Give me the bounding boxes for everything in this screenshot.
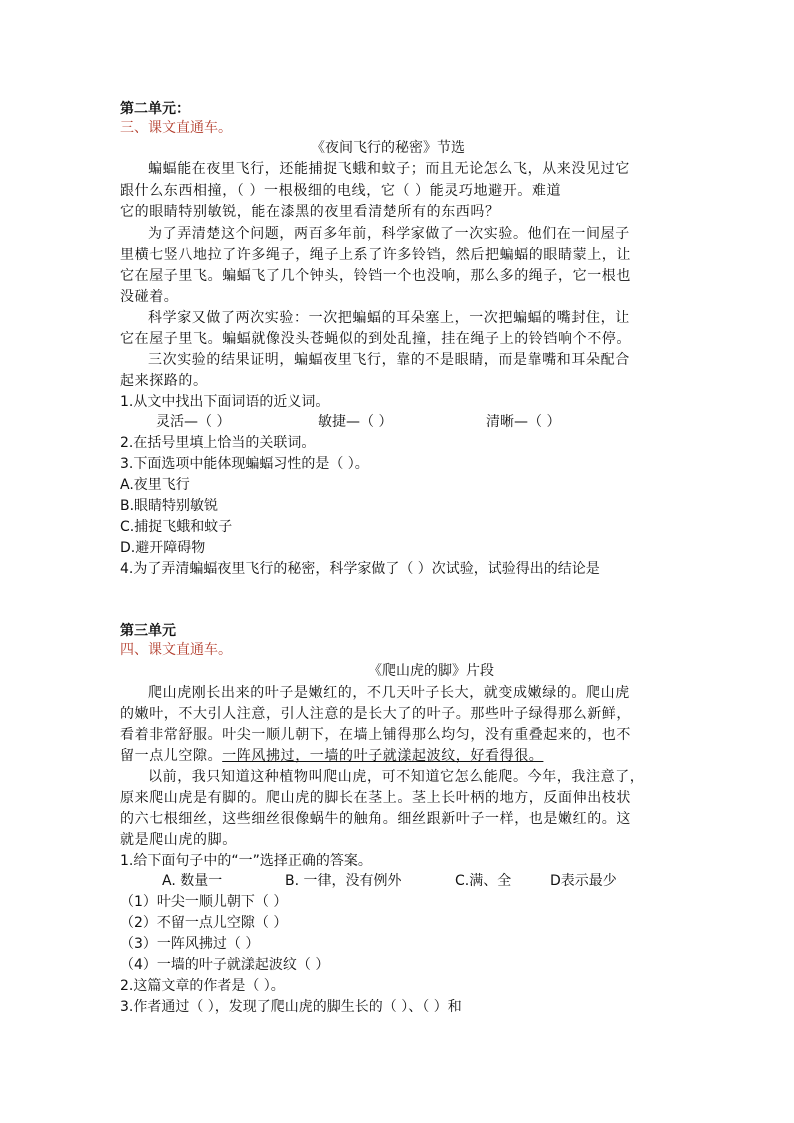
unit2-passage-line: 里横七竖八地拉了许多绳子，绳子上系了许多铃铛，然后把蝙蝠的眼睛蒙上，让 bbox=[120, 247, 631, 263]
unit3-passage-line: 以前，我只知道这种植物叫爬山虎，可不知道它怎么能爬。今年，我注意了， bbox=[148, 769, 645, 785]
unit2-q3-option-a: A.夜里飞行 bbox=[120, 477, 190, 493]
unit3-underlined-sentence: 一阵风拂过，一墙的叶子就漾起波纹，好看得很。 bbox=[222, 748, 544, 764]
unit3-passage-line: 就是爬山虎的脚。 bbox=[120, 832, 237, 848]
unit2-heading: 第二单元： bbox=[120, 101, 190, 117]
unit3-passage-line: 爬山虎刚长出来的叶子是嫩红的，不几天叶子长大，就变成嫩绿的。爬山虎 bbox=[148, 685, 630, 701]
unit3-question-3: 3.作者通过（ ），发现了爬山虎的脚生长的（ ）、（ ）和 bbox=[120, 999, 462, 1015]
unit3-question-2: 2.这篇文章的作者是（ ）。 bbox=[120, 978, 285, 994]
unit2-passage-line: 没碰着。 bbox=[120, 289, 179, 305]
unit3-passage-title: 《爬山虎的脚》片段 bbox=[368, 663, 494, 679]
unit3-passage-line: 的嫩叶，不大引人注意，引人注意的是长大了的叶子。那些叶子绿得那么新鲜， bbox=[120, 706, 631, 722]
unit3-q1-option-c: C.满、全 bbox=[455, 873, 512, 889]
unit3-passage-segment: 留一点儿空隙。 bbox=[120, 748, 223, 764]
unit2-passage-line: 跟什么东西相撞，（ ）一根极细的电线，它（ ）能灵巧地避开。难道 bbox=[120, 183, 562, 199]
unit2-passage-line: 为了弄清楚这个问题，两百多年前，科学家做了一次实验。他们在一间屋子 bbox=[148, 226, 630, 242]
unit2-passage-line: 它在屋子里飞。蝙蝠就像没头苍蝇似的到处乱撞，挂在绳子上的铃铛响个不停。 bbox=[120, 331, 631, 347]
unit3-q1-item: （4）一墙的叶子就漾起波纹（ ） bbox=[120, 957, 330, 973]
unit2-passage-line: 科学家又做了两次实验：一次把蝙蝠的耳朵塞上，一次把蝙蝠的嘴封住，让 bbox=[148, 310, 630, 326]
unit2-q1-item: 敏捷—（ ） bbox=[318, 414, 393, 430]
unit2-passage-title: 《夜间飞行的秘密》节选 bbox=[311, 140, 465, 156]
unit2-q3-option-b: B.眼睛特别敏锐 bbox=[120, 498, 219, 514]
unit2-q1-item: 清晰—（ ） bbox=[486, 414, 561, 430]
unit2-section-label: 三、课文直通车。 bbox=[120, 120, 232, 136]
unit3-q1-option-d: D表示最少 bbox=[550, 873, 617, 889]
unit3-q1-item: （2）不留一点儿空隙（ ） bbox=[120, 915, 288, 931]
unit2-question-3: 3.下面选项中能体现蝙蝠习性的是（ ）。 bbox=[120, 456, 369, 472]
unit2-q1-item: 灵活—（ ） bbox=[156, 414, 231, 430]
unit2-passage-line: 三次实验的结果证明，蝙蝠夜里飞行，靠的不是眼睛，而是靠嘴和耳朵配合 bbox=[148, 352, 630, 368]
unit3-passage-line bbox=[120, 747, 543, 765]
unit3-q1-option-a: A. 数量一 bbox=[162, 873, 223, 889]
unit3-section-label: 四、课文直通车。 bbox=[120, 642, 232, 658]
unit3-passage-line: 看着非常舒服。叶尖一顺儿朝下，在墙上铺得那么均匀，没有重叠起来的，也不 bbox=[120, 727, 631, 743]
unit2-question-4: 4.为了弄清蝙蝠夜里飞行的秘密，科学家做了（ ）次试验，试验得出的结论是 bbox=[120, 561, 600, 577]
unit3-q1-option-b: B. 一律，没有例外 bbox=[285, 873, 402, 889]
unit2-passage-line: 起来探路的。 bbox=[120, 373, 208, 389]
unit3-q1-item: （1）叶尖一顺儿朝下（ ） bbox=[120, 894, 288, 910]
unit2-passage-line: 它的眼睛特别敏锐，能在漆黑的夜里看清楚所有的东西吗？ bbox=[120, 204, 500, 220]
unit2-question-1: 1.从文中找出下面词语的近义词。 bbox=[120, 394, 330, 410]
unit2-passage-line: 它在屋子里飞。蝙蝠飞了几个钟头，铃铛一个也没响，那么多的绳子，它一根也 bbox=[120, 268, 631, 284]
unit2-q3-option-c: C.捕捉飞蛾和蚊子 bbox=[120, 519, 233, 535]
unit3-passage-line: 原来爬山虎是有脚的。爬山虎的脚长在茎上。茎上长叶柄的地方，反面伸出枝状 bbox=[120, 790, 631, 806]
unit2-passage-line: 蝙蝠能在夜里飞行，还能捕捉飞蛾和蚊子；而且无论怎么飞，从来没见过它 bbox=[148, 161, 630, 177]
unit2-question-2: 2.在括号里填上恰当的关联词。 bbox=[120, 435, 316, 451]
unit2-q3-option-d: D.避开障碍物 bbox=[120, 540, 206, 556]
unit3-question-1: 1.给下面句子中的“一”选择正确的答案。 bbox=[120, 853, 372, 869]
unit3-heading: 第三单元 bbox=[120, 623, 176, 639]
unit3-q1-item: （3）一阵风拂过（ ） bbox=[120, 936, 260, 952]
unit3-passage-line: 的六七根细丝，这些细丝很像蜗牛的触角。细丝跟新叶子一样，也是嫩红的。这 bbox=[120, 811, 631, 827]
